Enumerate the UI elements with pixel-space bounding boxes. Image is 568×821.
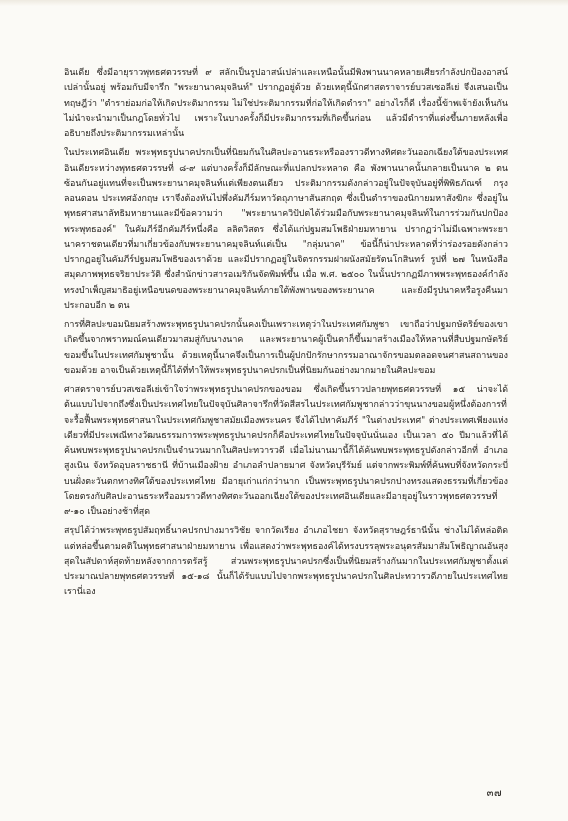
paragraph-1: อินเดีย ซึ่งมีอายุราวพุทธศตวรรษที่ ๙ สลักเป็นรูปอาสน์เปล่าและเหนือนั้นมีพิงพานนาคหลายเศียรกำลังปกป้องอาสน์เปล่านั้นอยู่ พร้อมกับมีจารึก "พระยานาคมุจลินท์" ปรากฏอยู่ด้วย ด้วยเหตุนี้นักศาสตราจารย์บวสเซอลีเย่ จึงเสนอเป็นทฤษฎีว่า "ตำราย่อมก่อให้เกิดประติมากรรม ไม่ใช่ประติมากรรมที่ก่อให้เกิดตำรา" อย่างไรก็ดี เรื่องนี้ข้าพเจ้ายังเห็นกันไม่นำจะนำมาเป็นกฎโดยทั่วไป เพราะในบางครั้งก็มีประติมากรรมที่เกิดขึ้นก่อน แล้วมีตำราที่แต่งขึ้นภายหลังเพื่ออธิบายถึงประติมากรรมเหล่านั้น (64, 68, 508, 139)
paragraph-5: สรุปได้ว่าพระพุทธรูปสัมฤทธิ์นาคปรกปางมารวิชัย จากวัดเรียง อำเภอไชยา จังหวัดสุราษฎร์ธานีนั้น ช่างไม่ได้หล่อติด แต่หล่อขึ้นตามคติในพุทธศาสนาฝ่ายมหายาน เพื่อแสดงว่าพระพุทธองค์ได้ทรงบรรลุพระอนุตรสัมมาสัมโพธิญาณอันสุงสุดในสัปดาห์สุดท้ายหลังจากการตรัสรู้ ส่วนพระพุทธรูปนาคปรกซึ่งเป็นที่นิยมสร้างกันมากในประเทศกัมพูชาตั้งแต่ประมาณปลายพุทธศตวรรษที่ ๑๕-๑๘ นั้นก็ได้รับแบบไปจากพระพุทธรูปนาคปรกในศิลปะทวารวดีภายในประเทศไทยเรานี่เอง (64, 526, 508, 598)
page-number: ๓๗ (486, 788, 502, 799)
page-top-edge (0, 0, 568, 6)
body-text (64, 66, 508, 601)
paragraph-3: การที่ศิลปะขอมนิยมสร้างพระพุทธรูปนาคปรกนั้นคงเป็นเพราะเหตุว่าในประเทศกัมพูชา เขาถือว่าปฐมกษัตริย์ของเขาเกิดขึ้นจากพราหมณ์คนเดียวมาสมสู่กับนางนาค และพระยานาคผู้เป็นตาก็ขึ้นมาสร้างเมืองให้หลานที่สืบปฐมกษัตริย์ขอมขึ้นในประเทศกัมพูชานั้น ด้วยเหตุนี้นาคจึงเป็นการเป็นผู้ปกปักรักษากรรมอาณาจักรขอมตลอดจนศาสนสถานของขอมด้วย อาจเป็นด้วยเหตุนี้ก็ได้ที่ทำให้พระพุทธรูปนาคปรกเป็นที่นิยมกันอย่างมากมายในศิลปะขอม (64, 320, 508, 376)
paragraph-4: ศาสตราจารย์บวสเซอลีเย่เข้าใจว่าพระพุทธรูปนาคปรกของขอม ซึ่งเกิดขึ้นราวปลายพุทธศตวรรษที่ ๑๕ น่าจะได้ต้นแบบไปจากถึงซึ่งเป็นประเทศไทยในปัจจุบันศิลาจารึกที่วัดสีสรไนประเทศกัมพูชากล่าวว่าขุนนางขอมผู้หนึ่งต้องการที่จะรื้อฟื้นพระพุทธศาสนาในประเทศกัมพูชาสมัยเมืองพระนคร จึงได้ไปหาคัมภีร์ "ในต่างประเทศ" ต่างประเทศเพียงแห่งเดียวที่มีประเพณีทางวัฒนธรรมการพระพุทธรูปนาคปรกก็คือประเทศไทยในปัจจุบันนั่นเอง เป็นเวลา ๕๐ ปีมาแล้วที่ได้ค้นพบพระพุทธรูปนาคปรกเป็นจำนวนมากในศิลปะทวารวดี เมื่อไม่นานมานี้ก็ได้ค้นพบพระพุทธรูปดังกล่าวอีกที่ อำเภอสูงเนิน จังหวัดอุบลราชธานี ที่บ้านเมืองฝ้าย อำเภอลำปลายมาศ จังหวัดบุรีรัมย์ แต่จากพระพิมพ์ที่ค้นพบที่จังหวัดกระบี่บนฝั่งตะวันตกทางทิศใต้ของประเทศไทย มีอายุเก่าแก่กว่านาก เป็นพระพุทธรูปนาคปรกปางทรงแสดงธรรมที่เกี่ยวข้องโดยตรงกับศิลปะอานธระหรืออมราวดีทางทิศตะวันออกเฉียงใต้ของประเทศอินเดียและมีอายุอยู่ในราวพุทธศตวรรษที่ ๙-๑๐ เป็นอย่างช้าที่สุด (64, 385, 508, 517)
paragraph-2: ในประเทศอินเดีย พระพุทธรูปนาคปรกเป็นที่นิยมกันในศิลปะอานธระหรือองราวดีทางทิศตะวันออกเฉียงใต้ของประเทศอินเดียระหว่างพุทธศตวรรษที่ ๘-๙ แต่บางครั้งก็มีลักษณะที่แปลกประหลาด คือ พังพานนาคนั้นกลายเป็นนาค ๒ ตนซ้อนกันอยู่แทนที่จะเป็นพระยานาคมุจลินท์แต่เพียงตนเดียว ประติมากรรมดังกล่าวอยู่ในปัจจุบันอยู่ที่พิพิธภัณฑ์ กรุงลอนดอน ประเทศอังกฤษ เราจึงต้องหันไปพึ่งคัมภีร์มหาวัตถุภาษาสันสกฤต ซึ่งเป็นตำราของนิกายมหาสังฆิกะ ซึ่งอยู่ในพุทธศาสนาลัทธิมหายานและมีข้อความว่า "พระยานาควิปัปตได้ร่วมมือกับพระยานาคมุจลินท์ในการร่วมกันปกป้องพระพุทธองค์" ในคัมภีร์อีกคัมภีร์หนึ่งคือ ลลิตวิสตร ซึ่งได้แก่ปฐมสมโพธิฝ่ายมหายาน ปรากฏว่าไม่มีเฉพาะพระยานาคราชตนเดียวที่มาเกี่ยวข้องกับพระยานาคมุจลินท์แต่เป็น "กลุ่มนาค" ข้อนี้ก็น่าประหลาดที่ว่าร่องรอยดังกล่าวปรากฏอยู่ในคัมภีร์ปฐมสมโพธิของเราด้วย และมีปรากฏอยู่ในจิตรกรรมฝาผนังสมัยรัตนโกสินทร์ รูปที่ ๒๗ ในหนังสือสมุดภาพพุทธจริยาประวัติ ซึ่งสำนักข่าวสารอเมริกันจัดพิมพ์ขึ้น เมื่อ พ.ศ. ๒๕๐๐ ในนั้นปรากฏมีภาพพระพุทธองค์กำลังทรงบำเพ็ญสมาธิอยู่เหนือขนดของพระยานาคมุจลินท์ภายใต้พังพานของพระยานาค และยังมีรูปนาคหรือรูงคืนมาประกอบอีก ๒ ตน (64, 148, 508, 311)
